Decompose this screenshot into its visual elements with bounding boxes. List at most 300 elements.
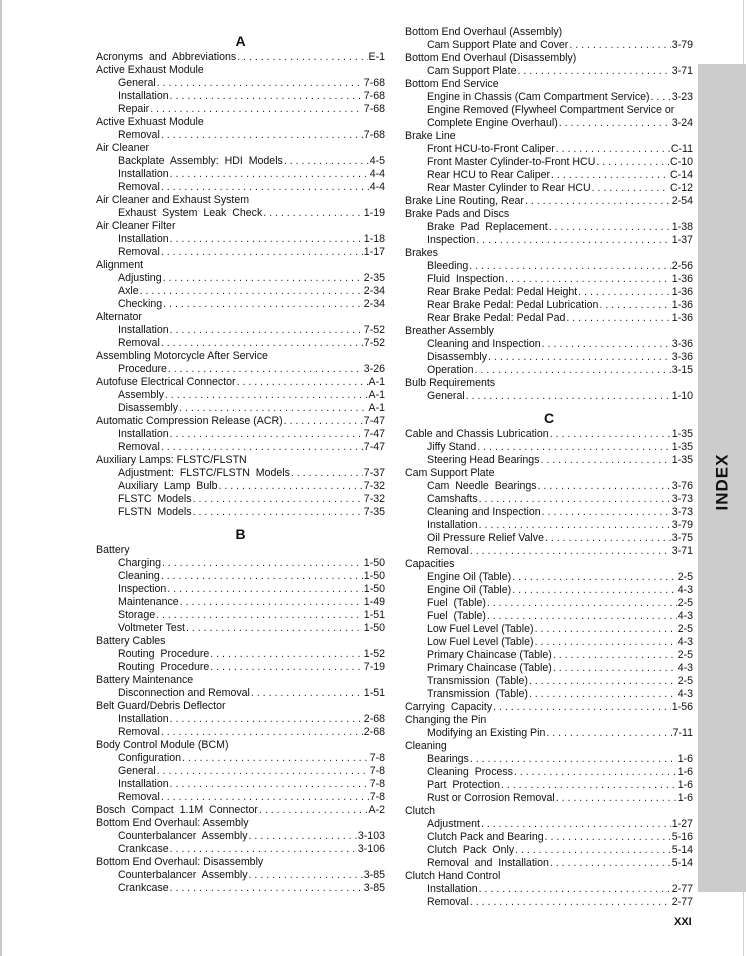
- index-heading: [405, 558, 693, 571]
- index-subentry[interactable]: [96, 506, 385, 519]
- index-subentry[interactable]: [405, 117, 693, 130]
- index-subentry[interactable]: [405, 506, 693, 519]
- dot-leader: [157, 765, 369, 778]
- page-reference[interactable]: 4-3: [677, 662, 693, 674]
- entry-label: Clutch Pack Only: [427, 844, 515, 856]
- dot-leader: [542, 506, 671, 519]
- page-reference[interactable]: 1-49: [363, 596, 385, 608]
- index-subentry[interactable]: [96, 648, 385, 661]
- index-entry[interactable]: [96, 804, 385, 817]
- index-column-left: [96, 31, 385, 895]
- entry-label: Bottom End Service: [405, 78, 499, 90]
- index-subentry[interactable]: [96, 441, 385, 454]
- page-reference[interactable]: 3-85: [363, 869, 385, 881]
- page-reference[interactable]: 7-32: [363, 480, 385, 492]
- dot-leader: [210, 661, 363, 674]
- index-subentry[interactable]: [405, 156, 693, 169]
- index-subentry[interactable]: [96, 285, 385, 298]
- index-subentry[interactable]: [96, 337, 385, 350]
- index-subentry[interactable]: [405, 597, 693, 610]
- dot-leader: [170, 324, 363, 337]
- entry-label: Exhaust System Leak Check: [118, 207, 263, 219]
- page-reference[interactable]: 1-10: [671, 390, 693, 402]
- index-subentry[interactable]: [405, 299, 693, 312]
- page-reference[interactable]: 7-8: [369, 791, 385, 803]
- dot-leader: [170, 90, 363, 103]
- index-subentry[interactable]: [96, 791, 385, 804]
- page-reference[interactable]: C-10: [670, 156, 693, 168]
- page-reference[interactable]: 2-68: [363, 713, 385, 725]
- index-heading: [96, 220, 385, 233]
- index-subentry[interactable]: [96, 882, 385, 895]
- page-reference[interactable]: 1-51: [363, 609, 385, 621]
- page-reference[interactable]: 2-56: [671, 260, 693, 272]
- index-subentry[interactable]: [405, 844, 693, 857]
- page-reference[interactable]: 4-3: [677, 584, 693, 596]
- entry-label: Active Exhuast Module: [96, 116, 204, 128]
- index-subentry[interactable]: [405, 39, 693, 52]
- entry-label: Brake Line: [405, 130, 456, 142]
- page-reference[interactable]: 1-27: [671, 818, 693, 830]
- page-reference[interactable]: 5-16: [671, 831, 693, 843]
- dot-leader: [165, 389, 368, 402]
- page-reference[interactable]: C-11: [670, 143, 693, 155]
- dot-leader: [566, 312, 670, 325]
- entry-label: Acronyms and Abbreviations: [96, 51, 237, 63]
- page-reference[interactable]: 7-8: [369, 778, 385, 790]
- index-subentry[interactable]: [405, 584, 693, 597]
- index-subentry[interactable]: [405, 831, 693, 844]
- index-entry[interactable]: [405, 428, 693, 441]
- index-subentry[interactable]: [96, 609, 385, 622]
- index-subentry[interactable]: [405, 636, 693, 649]
- entry-label: General: [427, 390, 465, 402]
- entry-label: Oil Pressure Relief Valve: [427, 532, 544, 544]
- index-subentry[interactable]: [96, 207, 385, 220]
- index-subentry[interactable]: [405, 792, 693, 805]
- index-subentry[interactable]: [405, 234, 693, 247]
- page-reference[interactable]: 1-6: [677, 753, 693, 765]
- index-subentry[interactable]: [96, 493, 385, 506]
- page-reference[interactable]: 1-56: [671, 701, 693, 713]
- dot-leader: [479, 493, 671, 506]
- page-reference[interactable]: 1-37: [671, 234, 693, 246]
- page-reference[interactable]: 7-68: [363, 129, 385, 141]
- index-subentry[interactable]: [405, 312, 693, 325]
- index-heading: [96, 259, 385, 272]
- entry-label: Active Exhaust Module: [96, 64, 204, 76]
- dot-leader: [514, 766, 677, 779]
- page-reference[interactable]: 3-79: [671, 39, 693, 51]
- page-reference[interactable]: 1-19: [363, 207, 385, 219]
- entry-label: Bleeding: [427, 260, 469, 272]
- page-reference[interactable]: 3-36: [671, 338, 693, 350]
- index-subentry[interactable]: [96, 752, 385, 765]
- dot-leader: [553, 662, 677, 675]
- page-reference[interactable]: 1-18: [363, 233, 385, 245]
- index-heading: [405, 805, 693, 818]
- index-subentry[interactable]: [405, 571, 693, 584]
- index-heading: [405, 26, 693, 39]
- page-reference[interactable]: 1-50: [363, 557, 385, 569]
- entry-label: Crankcase: [118, 843, 169, 855]
- dot-leader: [512, 584, 676, 597]
- index-entry[interactable]: [96, 376, 385, 389]
- entry-label: Procedure: [118, 363, 167, 375]
- page-reference[interactable]: 7-68: [363, 90, 385, 102]
- page-reference[interactable]: 7-68: [363, 103, 385, 115]
- dot-leader: [259, 804, 368, 817]
- dot-leader: [556, 143, 670, 156]
- page-reference[interactable]: 1-36: [671, 286, 693, 298]
- page-reference[interactable]: 7-35: [363, 506, 385, 518]
- index-subentry[interactable]: [96, 713, 385, 726]
- page-reference[interactable]: 7-47: [363, 441, 385, 453]
- page-reference[interactable]: 1-38: [671, 221, 693, 233]
- dot-leader: [529, 675, 677, 688]
- index-subentry[interactable]: [96, 843, 385, 856]
- page-reference[interactable]: 1-50: [363, 570, 385, 582]
- index-subentry[interactable]: [405, 91, 693, 104]
- page-reference[interactable]: 3-36: [671, 351, 693, 363]
- page-reference[interactable]: 2-77: [671, 896, 693, 908]
- index-entry[interactable]: [96, 415, 385, 428]
- index-subentry[interactable]: [405, 766, 693, 779]
- index-subentry[interactable]: [96, 467, 385, 480]
- index-subentry[interactable]: [405, 532, 693, 545]
- entry-label: Rear Brake Pedal: Pedal Height: [427, 286, 578, 298]
- page-reference[interactable]: 7-47: [363, 415, 385, 427]
- index-subentry[interactable]: [405, 662, 693, 675]
- entry-label: Alternator: [96, 311, 142, 323]
- index-subentry[interactable]: [96, 246, 385, 259]
- page-reference[interactable]: 4-5: [369, 155, 385, 167]
- dot-leader: [150, 103, 363, 116]
- page-reference[interactable]: A-1: [368, 402, 385, 414]
- index-subentry[interactable]: [405, 688, 693, 701]
- index-subentry[interactable]: [96, 90, 385, 103]
- index-subentry[interactable]: [405, 753, 693, 766]
- index-subentry[interactable]: [405, 169, 693, 182]
- index-subentry[interactable]: [405, 273, 693, 286]
- index-subentry[interactable]: [405, 896, 693, 909]
- page-reference[interactable]: 5-14: [671, 857, 693, 869]
- dot-leader: [538, 480, 671, 493]
- index-subentry[interactable]: [96, 622, 385, 635]
- dot-leader: [512, 571, 676, 584]
- index-subentry[interactable]: [96, 869, 385, 882]
- index-subentry[interactable]: [96, 233, 385, 246]
- page-reference[interactable]: A-2: [368, 804, 385, 816]
- dot-leader: [501, 779, 677, 792]
- page-reference[interactable]: 2-54: [671, 195, 693, 207]
- index-subentry[interactable]: [405, 675, 693, 688]
- page-reference[interactable]: 1-6: [677, 792, 693, 804]
- page-reference[interactable]: 4-3: [677, 610, 693, 622]
- page-reference[interactable]: 1-35: [671, 441, 693, 453]
- page-reference[interactable]: 5-14: [671, 844, 693, 856]
- page-reference[interactable]: 2-77: [671, 883, 693, 895]
- dot-leader: [170, 428, 363, 441]
- entry-label: Primary Chaincase (Table): [427, 649, 552, 661]
- index-subentry[interactable]: [405, 610, 693, 623]
- index-subentry[interactable]: [96, 830, 385, 843]
- index-subentry[interactable]: [96, 687, 385, 700]
- entry-label: Bottom End Overhaul: Assembly: [96, 817, 249, 829]
- page-reference[interactable]: 7-52: [363, 337, 385, 349]
- page-reference[interactable]: 2-34: [363, 285, 385, 297]
- index-subentry[interactable]: [96, 77, 385, 90]
- page-reference[interactable]: 1-6: [677, 779, 693, 791]
- index-subentry[interactable]: [405, 493, 693, 506]
- dot-leader: [592, 182, 669, 195]
- page-reference[interactable]: 3-23: [671, 91, 693, 103]
- dot-leader: [599, 299, 670, 312]
- page-reference[interactable]: 3-24: [671, 117, 693, 129]
- index-subentry[interactable]: [405, 364, 693, 377]
- page-reference[interactable]: 1-36: [671, 299, 693, 311]
- index-subentry[interactable]: [96, 155, 385, 168]
- entry-label: Battery Maintenance: [96, 674, 194, 686]
- dot-leader: [470, 896, 671, 909]
- index-subentry[interactable]: [96, 557, 385, 570]
- page-reference[interactable]: 7-47: [363, 428, 385, 440]
- page-reference[interactable]: A-1: [368, 376, 385, 388]
- page-reference[interactable]: 1-52: [363, 648, 385, 660]
- dot-leader: [186, 622, 363, 635]
- index-subentry[interactable]: [405, 143, 693, 156]
- entry-label: Axle: [118, 285, 139, 297]
- index-subentry[interactable]: [96, 402, 385, 415]
- index-subentry[interactable]: [96, 570, 385, 583]
- page-reference[interactable]: 1-36: [671, 273, 693, 285]
- entry-label: Battery Cables: [96, 635, 166, 647]
- dot-leader: [237, 376, 368, 389]
- page-reference[interactable]: 7-37: [363, 467, 385, 479]
- entry-label: Removal: [118, 129, 160, 141]
- entry-label: Installation: [118, 168, 169, 180]
- page-reference[interactable]: 3-15: [671, 364, 693, 376]
- entry-label: Installation: [118, 90, 169, 102]
- index-subentry[interactable]: [96, 324, 385, 337]
- index-subentry[interactable]: [405, 545, 693, 558]
- entry-label: Routing Procedure: [118, 648, 210, 660]
- page-reference[interactable]: 7-8: [369, 765, 385, 777]
- page-reference[interactable]: 4-4: [369, 181, 385, 193]
- index-subentry[interactable]: [405, 286, 693, 299]
- page-reference[interactable]: C-14: [670, 169, 693, 181]
- dot-leader: [162, 557, 363, 570]
- page-reference[interactable]: 1-50: [363, 622, 385, 634]
- index-subentry: [405, 104, 693, 117]
- index-subentry[interactable]: [405, 727, 693, 740]
- index-subentry[interactable]: [405, 519, 693, 532]
- index-entry[interactable]: [96, 51, 385, 64]
- dot-leader: [596, 156, 669, 169]
- entry-label: Backplate Assembly: HDI Models: [118, 155, 283, 167]
- index-heading: [405, 714, 693, 727]
- index-subentry[interactable]: [405, 818, 693, 831]
- index-subentry[interactable]: [405, 649, 693, 662]
- page-reference[interactable]: 7-8: [369, 752, 385, 764]
- dot-leader: [284, 155, 369, 168]
- page-reference[interactable]: 3-106: [357, 843, 385, 855]
- page-reference[interactable]: 3-73: [671, 493, 693, 505]
- index-subentry[interactable]: [405, 338, 693, 351]
- page-reference[interactable]: 3-75: [671, 532, 693, 544]
- page-reference[interactable]: 2-5: [677, 649, 693, 661]
- page-reference[interactable]: 1-17: [363, 246, 385, 258]
- index-subentry[interactable]: [405, 260, 693, 273]
- index-entry[interactable]: [405, 701, 693, 714]
- entry-label: Autofuse Electrical Connector: [96, 376, 236, 388]
- page-reference[interactable]: 4-3: [677, 636, 693, 648]
- page-reference[interactable]: 3-26: [363, 363, 385, 375]
- page-reference[interactable]: 2-35: [363, 272, 385, 284]
- entry-label: Air Cleaner and Exhaust System: [96, 194, 250, 206]
- page-reference[interactable]: 3-76: [671, 480, 693, 492]
- index-heading: [96, 116, 385, 129]
- index-subentry[interactable]: [96, 428, 385, 441]
- page-reference[interactable]: 3-71: [671, 545, 693, 557]
- page-reference[interactable]: 1-50: [363, 583, 385, 595]
- index-tab-text: INDEX: [712, 453, 731, 511]
- index-subentry[interactable]: [96, 272, 385, 285]
- page-reference[interactable]: E-1: [368, 51, 385, 63]
- page-reference[interactable]: 1-36: [671, 312, 693, 324]
- entry-label: Storage: [118, 609, 156, 621]
- index-subentry[interactable]: [405, 779, 693, 792]
- page-reference[interactable]: 7-52: [363, 324, 385, 336]
- entry-label: Bottom End Overhaul: Disassembly: [96, 856, 264, 868]
- index-subentry[interactable]: [96, 726, 385, 739]
- entry-label: Alignment: [96, 259, 144, 271]
- dot-leader: [651, 91, 671, 104]
- entry-label: Installation: [118, 713, 169, 725]
- dot-leader: [161, 246, 363, 259]
- entry-label: Engine Removed (Flywheel Compartment Service or: [427, 104, 675, 116]
- page-reference[interactable]: 2-5: [677, 623, 693, 635]
- index-subentry[interactable]: [96, 583, 385, 596]
- index-heading: [405, 208, 693, 221]
- entry-label: Repair: [118, 103, 150, 115]
- page-reference[interactable]: 7-32: [363, 493, 385, 505]
- page-reference[interactable]: 3-73: [671, 506, 693, 518]
- page-reference[interactable]: 2-68: [363, 726, 385, 738]
- entry-label: Removal: [118, 441, 160, 453]
- index-subentry[interactable]: [405, 351, 693, 364]
- dot-leader: [550, 857, 671, 870]
- index-tab-label: [710, 452, 734, 512]
- page-reference[interactable]: A-1: [368, 389, 385, 401]
- index-subentry[interactable]: [405, 454, 693, 467]
- index-subentry[interactable]: [405, 65, 693, 78]
- index-subentry[interactable]: [96, 596, 385, 609]
- entry-label: Disassembly: [427, 351, 488, 363]
- entry-label: Transmission (Table): [427, 688, 528, 700]
- index-subentry[interactable]: [96, 661, 385, 674]
- page-reference[interactable]: 1-6: [677, 766, 693, 778]
- entry-label: Cleaning and Inspection: [427, 506, 541, 518]
- entry-label: General: [118, 765, 156, 777]
- entry-label: Camshafts: [427, 493, 478, 505]
- page-left-edge: [0, 0, 2, 956]
- page-reference[interactable]: 1-35: [671, 454, 693, 466]
- index-subentry[interactable]: [405, 623, 693, 636]
- page-reference[interactable]: C-12: [670, 182, 693, 194]
- index-heading: [96, 350, 385, 363]
- entry-label: Crankcase: [118, 882, 169, 894]
- page-reference[interactable]: 3-71: [671, 65, 693, 77]
- dot-leader: [470, 753, 677, 766]
- dot-leader: [569, 39, 670, 52]
- entry-label: Assembling Motorcycle After Service: [96, 350, 268, 362]
- index-subentry[interactable]: [405, 390, 693, 403]
- entry-label: Primary Chaincase (Table): [427, 662, 552, 674]
- dot-leader: [157, 77, 363, 90]
- page-reference[interactable]: 1-51: [363, 687, 385, 699]
- index-entry[interactable]: [405, 195, 693, 208]
- entry-label: Adjustment: [427, 818, 480, 830]
- index-subentry[interactable]: [96, 181, 385, 194]
- page-reference[interactable]: 2-5: [677, 597, 693, 609]
- dot-leader: [550, 428, 671, 441]
- entry-label: Air Cleaner: [96, 142, 149, 154]
- index-subentry[interactable]: [405, 480, 693, 493]
- index-subentry[interactable]: [405, 441, 693, 454]
- index-subentry[interactable]: [96, 298, 385, 311]
- page-reference[interactable]: 3-103: [357, 830, 385, 842]
- index-subentry[interactable]: [405, 182, 693, 195]
- entry-label: Removal: [118, 726, 160, 738]
- dot-leader: [170, 778, 369, 791]
- page-reference[interactable]: 2-5: [677, 571, 693, 583]
- page-reference[interactable]: 4-3: [677, 688, 693, 700]
- index-subentry[interactable]: [405, 857, 693, 870]
- index-subentry[interactable]: [96, 778, 385, 791]
- page-reference[interactable]: 7-19: [363, 661, 385, 673]
- index-subentry[interactable]: [96, 129, 385, 142]
- section-letter: B: [235, 526, 246, 542]
- index-subentry[interactable]: [96, 389, 385, 402]
- page-reference[interactable]: 4-4: [369, 168, 385, 180]
- page-reference[interactable]: 7-11: [672, 727, 693, 739]
- entry-label: Breather Assembly: [405, 325, 494, 337]
- page-reference[interactable]: 7-68: [363, 77, 385, 89]
- dot-leader: [163, 298, 363, 311]
- page-reference[interactable]: 1-35: [671, 428, 693, 440]
- entry-label: Removal: [427, 896, 469, 908]
- entry-label: Rust or Corrosion Removal: [427, 792, 555, 804]
- entry-label: Operation: [427, 364, 474, 376]
- index-subentry[interactable]: [96, 103, 385, 116]
- page-reference[interactable]: 3-79: [671, 519, 693, 531]
- page-reference[interactable]: 3-85: [363, 882, 385, 894]
- dot-leader: [479, 519, 671, 532]
- dot-leader: [161, 570, 363, 583]
- index-subentry[interactable]: [96, 480, 385, 493]
- index-subentry[interactable]: [96, 168, 385, 181]
- index-subentry[interactable]: [405, 883, 693, 896]
- entry-label: Cam Support Plate and Cover: [427, 39, 569, 51]
- index-subentry[interactable]: [96, 363, 385, 376]
- page-reference[interactable]: 2-34: [363, 298, 385, 310]
- index-subentry[interactable]: [405, 221, 693, 234]
- page-reference[interactable]: 2-5: [677, 675, 693, 687]
- entry-label: Inspection: [118, 583, 167, 595]
- dot-leader: [466, 390, 671, 403]
- index-subentry[interactable]: [96, 765, 385, 778]
